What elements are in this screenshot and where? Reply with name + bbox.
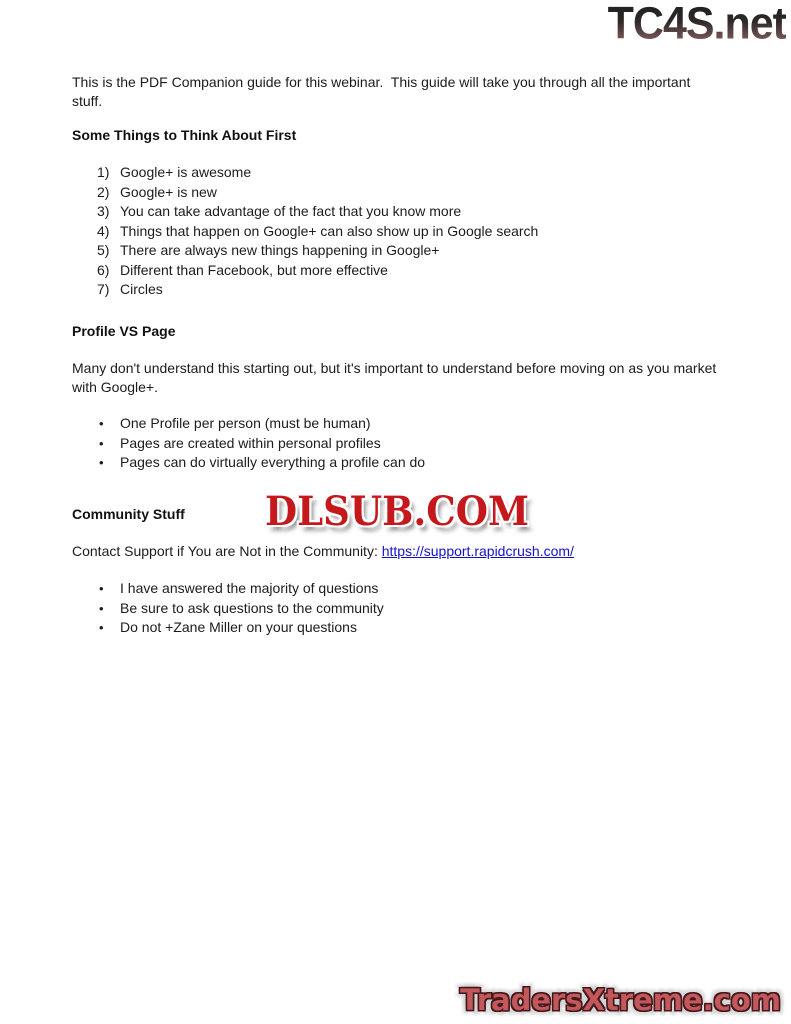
list-item-text: Pages can do virtually everything a profile can do [120,454,426,470]
section-heading-profile-vs-page: Profile VS Page [72,323,176,339]
tc4s-logo: TC4S.net [607,0,786,50]
section-heading-think: Some Things to Think About First [72,127,297,143]
list-item-text: Be sure to ask questions to the community [120,599,384,616]
list-item [72,183,731,203]
list-item-text: Things that happen on Google+ can also show up in Google search [120,222,539,239]
dlsub-watermark: DLSUB.COM [265,486,529,535]
contact-support-line [72,542,574,561]
contact-support-text: Contact Support if You are Not in the Community: [72,543,382,559]
list-number: 1) [97,164,110,180]
tradersxtreme-watermark: TradersXtreme.com [460,983,781,1017]
list-item [72,163,731,183]
support-link[interactable]: https://support.rapidcrush.com/ [381,543,574,559]
list-number: 4) [97,222,110,239]
bullet-marker: • [99,416,104,431]
list-item-text: Do not +Zane Miller on your questions [120,619,357,635]
bullet-marker: • [99,581,104,596]
list-item-text: Pages are created within personal profiles [120,434,381,451]
list-item [72,261,731,281]
list-item [72,241,731,261]
bullet-marker: • [99,455,104,470]
list-item-text: I have answered the majority of questions [120,580,379,596]
numbered-list-think [72,163,731,300]
list-item-text: There are always new things happening in Google+ [120,242,440,258]
section-heading-community: Community Stuff [72,506,185,522]
list-number: 3) [97,203,110,219]
list-number: 6) [97,261,110,278]
list-item-text: Google+ is new [120,183,217,200]
list-item [72,453,731,473]
profile-paragraph: Many don't understand this starting out, but it's important to understand before moving on as you market with Google+. [72,360,721,395]
list-item [72,222,731,242]
list-item [72,280,731,300]
list-item-text: You can take advantage of the fact that you know more [120,203,462,219]
bullet-marker: • [99,600,104,616]
intro-paragraph: This is the PDF Companion guide for this webinar. This guide will take you through all the important stuff. [72,74,695,109]
list-item-text: Circles [120,281,163,297]
list-item [72,202,731,222]
bullet-list-profile [72,414,731,473]
bullet-list-community [72,579,731,638]
bullet-marker: • [99,620,104,635]
list-item [72,414,731,434]
list-number: 7) [97,281,110,297]
list-item [72,599,731,619]
bullet-marker: • [99,435,104,451]
list-number: 2) [97,183,110,200]
list-item-text: Google+ is awesome [120,164,252,180]
list-item-text: Different than Facebook, but more effective [120,261,388,278]
list-item [72,579,731,599]
list-item-text: One Profile per person (must be human) [120,415,371,431]
list-item [72,618,731,638]
list-item [72,434,731,454]
list-number: 5) [97,242,110,258]
